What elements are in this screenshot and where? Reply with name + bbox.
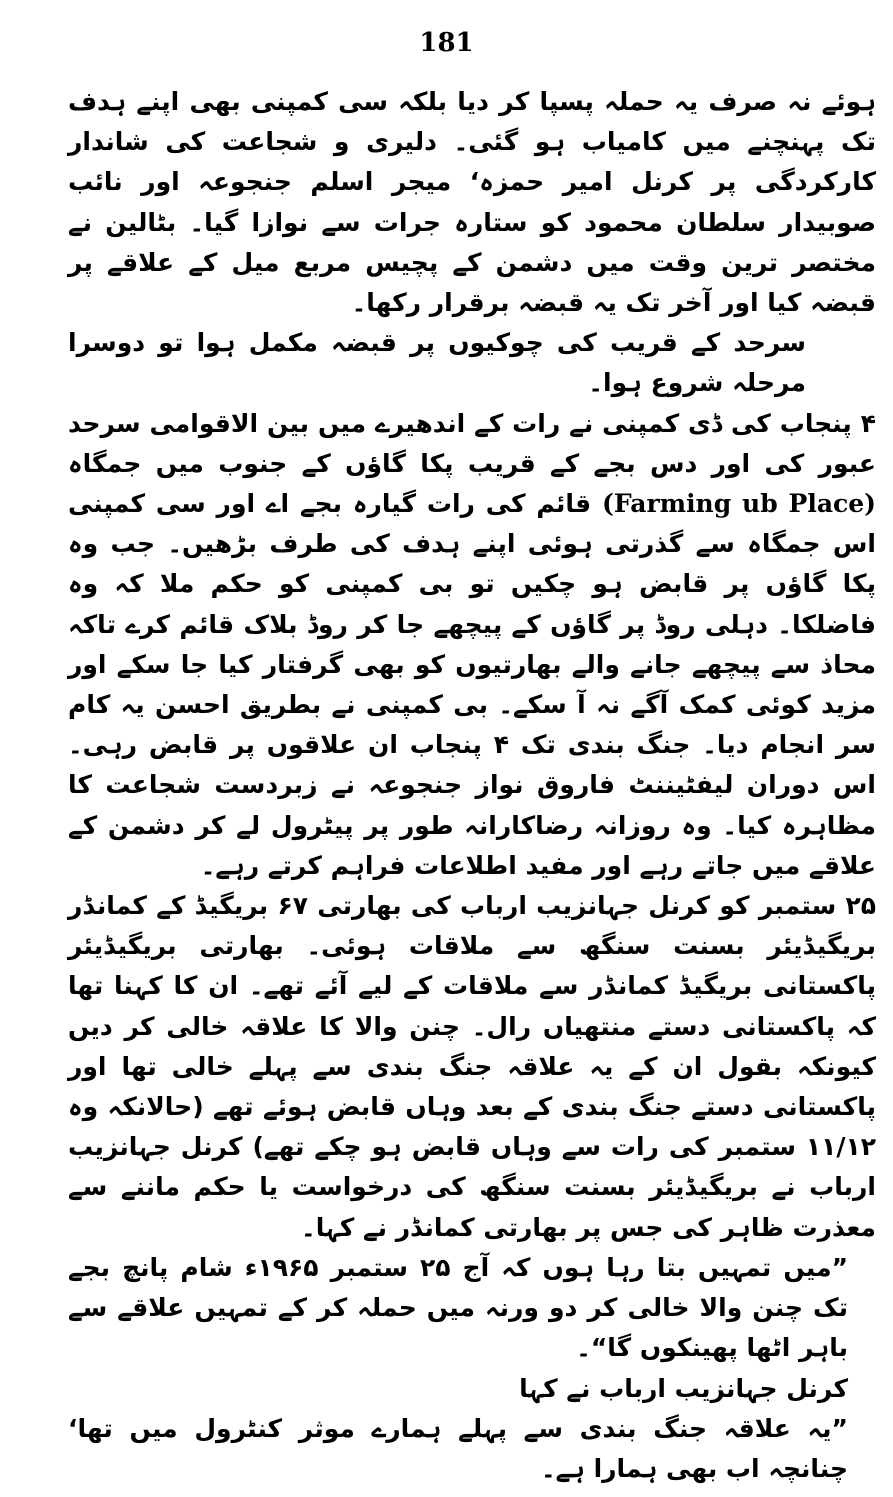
paragraph-text: قائم کی رات گیارہ بجے اے اور سی کمپنی اس جمگاہ سے گذرتی ہوئی اپنے ہدف کی طرف بڑھیں۔ جب وہ پکا گاؤں پر قابض ہو چکیں تو بی کمپنی کو حکم ملا کہ وہ فاضلکا۔ دہلی روڈ پر گاؤں کے پیچھے جا کر روڈ بلاک قائم کرے تاکہ محاذ سے پیچھے جانے والے بھارتیوں کو بھی گرفتار کیا جا سکے اور مزید کوئی کمک آگے نہ آ سکے۔ بی کمپنی نے بطریق احسن یہ کام سر انجام دیا۔ جنگ بندی تک ۴ پنجاب ان علاقوں پر قابض رہی۔ اس دوران لیفٹیننٹ فاروق نواز جنجوعہ نے زبردست شجاعت کا مظاہرہ کیا۔ وہ روزانہ رضاکارانہ طور پر پیٹرول لے کر دشمن کے علاقے میں جاتے رہے اور مفید اطلاعات فراہم کرتے رہے۔ <box>68 489 876 880</box>
paragraph: سرحد کے قریب کی چوکیوں پر قبضہ مکمل ہوا تو دوسرا مرحلہ شروع ہوا۔ <box>68 328 806 398</box>
quote-paragraph: ”یہ علاقہ جنگ بندی سے پہلے ہمارے موثر کنٹرول میں تھا‘ چنانچہ اب بھی ہمارا ہے۔ <box>68 1413 848 1483</box>
quote-paragraph: ”میں تمہیں بتا رہا ہوں کہ آج ۲۵ ستمبر ۱۹۶۵ء شام پانچ بجے تک چنن والا خالی کر دو ورنہ میں حملہ کر کے تمہیں علاقے سے باہر اٹھا پھینکوں گا“۔ <box>68 1252 849 1363</box>
paragraph: کرنل جہانزیب ارباب نے کہا <box>519 1373 848 1403</box>
paragraph: ہوئے نہ صرف یہ حملہ پسپا کر دیا بلکہ سی کمپنی بھی اپنے ہدف تک پہنچنے میں کامیاب ہو گئی۔ دلیری و شجاعت کی شاندار کارکردگی پر کرنل امیر حمزہ‘ میجر اسلم جنجوعہ اور نائب صوبیدار سلطان محمود کو ستارہ جرات سے نوازا گیا۔ بٹالین نے مختصر ترین وقت میں دشمن کے پچیس مربع میل کے علاقے پر قبضہ کیا اور آخر تک یہ قبضہ برقرار رکھا۔ <box>68 87 876 318</box>
paragraph-text: ۴ پنجاب کی ڈی کمپنی نے رات کے اندھیرے میں بین الاقوامی سرحد عبور کی اور دس بجے کے قریب پکا گاؤں کے جنوب میں جمگاہ <box>68 408 876 478</box>
page-number: 181 <box>419 28 474 58</box>
page-body <box>68 82 876 1489</box>
paragraph <box>68 404 876 886</box>
english-term: (Farming ub Place) <box>602 489 876 519</box>
paragraph: ۲۵ ستمبر کو کرنل جہانزیب ارباب کی بھارتی ۶۷ بریگیڈ کے کمانڈر بریگیڈیئر بسنت سنگھ سے ملاقات ہوئی۔ بھارتی بریگیڈیئر پاکستانی بریگیڈ کمانڈر سے ملاقات کے لیے آئے تھے۔ ان کا کہنا تھا کہ پاکستانی دستے منتھیاں رال۔ چنن والا کا علاقہ خالی کر دیں کیونکہ بقول ان کے یہ علاقہ جنگ بندی سے پہلے خالی تھا اور پاکستانی دستے جنگ بندی کے بعد وہاں قابض ہوئے تھے (حالانکہ وہ ۱۱/۱۲ ستمبر کی رات سے وہاں قابض ہو چکے تھے) کرنل جہانزیب ارباب نے بریگیڈیئر بسنت سنگھ کی درخواست یا حکم ماننے سے معذرت ظاہر کی جس پر بھارتی کمانڈر نے کہا۔ <box>68 891 877 1242</box>
